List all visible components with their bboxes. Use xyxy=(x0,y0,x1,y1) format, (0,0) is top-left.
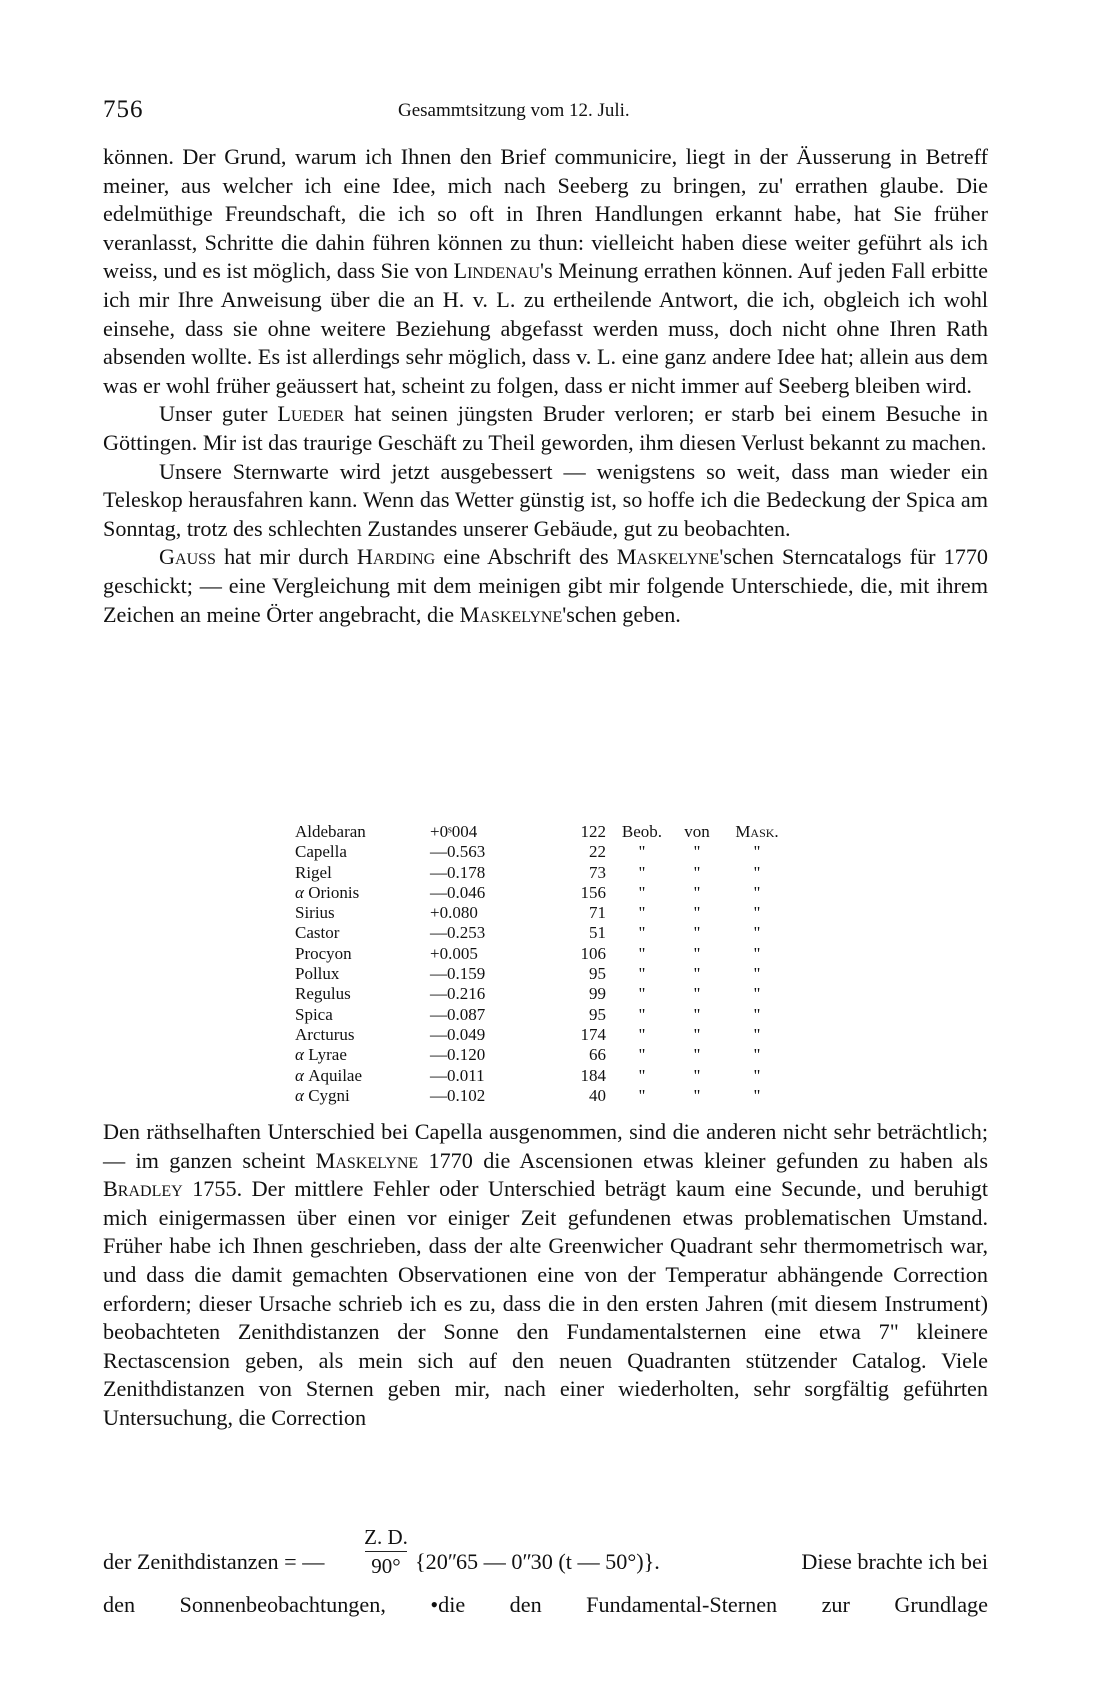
table-row xyxy=(295,863,792,883)
ditto-mark: " xyxy=(638,1045,646,1065)
ditto-mark: " xyxy=(638,1085,646,1105)
text-run: 's Meinung errathen können. Auf jeden Fall erbitte ich mir Ihre Anweisung über die an H. v. L. zu ertheilende Antwort, die ich, obgleich ich wohl einsehe, dass sie ohne weitere Beziehung abgefasst werden muss, doch nicht ohne Ihren Rath absenden wollte. Es ist allerdings sehr möglich, dass v. L. eine ganz andere Idee hat; allein aus dem was er wohl früher geäussert hat, scheint zu folgen, dass er nicht immer auf Seeberg bleiben wird. xyxy=(103,258,988,398)
star-name xyxy=(295,944,430,964)
paragraph xyxy=(103,400,988,457)
greek-prefix: α xyxy=(295,1065,309,1085)
star-name xyxy=(295,1025,430,1045)
table-row xyxy=(295,944,792,964)
star-name-text: Aquilae xyxy=(308,1065,363,1085)
body-text-bottom xyxy=(103,1118,988,1433)
observation-count: 95 xyxy=(589,1004,606,1024)
observation-count: 73 xyxy=(589,862,606,882)
observation-count: 40 xyxy=(589,1085,606,1105)
greek-prefix: α xyxy=(295,1085,309,1105)
observation-count: 71 xyxy=(589,903,606,923)
fraction-denominator: 90° xyxy=(371,1554,401,1578)
observation-count: 51 xyxy=(589,923,606,943)
text-run: 'schen Sterncatalogs für 1770 geschickt; — eine Vergleichung mit dem meinigen gibt mir folgende Unterschiede, die, mit ihrem Zeichen an meine Örter angebracht, die xyxy=(103,544,989,627)
difference-value: —0.087 xyxy=(430,1004,486,1024)
text-run: Unser guter xyxy=(159,401,278,427)
label-mask: Mask. xyxy=(735,822,779,841)
ditto-mark: " xyxy=(753,882,761,902)
difference-value: —0.102 xyxy=(430,1085,486,1105)
text-run: Den räthselhaften Unterschied bei Capella ausgenommen, sind die anderen nicht sehr beträchtlich; — im ganzen scheint xyxy=(103,1119,988,1173)
star-name xyxy=(295,1086,430,1106)
star-name-text: Lyrae xyxy=(308,1045,347,1065)
table-row xyxy=(295,1025,792,1045)
star-name-text: Capella xyxy=(295,842,347,862)
observation-count: 122 xyxy=(580,822,606,841)
difference-value: —0.159 xyxy=(430,964,486,984)
ditto-mark: " xyxy=(753,923,761,943)
ditto-mark: " xyxy=(638,903,646,923)
star-name xyxy=(295,863,430,883)
ditto-mark: " xyxy=(753,903,761,923)
text-run: hat seinen jüngsten Bruder verloren; er starb bei einem Besuche in Göttingen. Mir ist das traurige Geschäft zu Theil geworden, ihm diesen Verlust bekannt zu machen. xyxy=(103,401,988,455)
person-name: Harding xyxy=(356,544,436,570)
star-name-text: Regulus xyxy=(295,984,351,1004)
ditto-mark: " xyxy=(693,1065,701,1085)
paragraph xyxy=(103,543,988,629)
ditto-mark: " xyxy=(753,862,761,882)
ditto-mark: " xyxy=(638,943,646,963)
star-name xyxy=(295,1045,430,1065)
difference-value: —0.178 xyxy=(430,862,486,882)
paragraph xyxy=(103,143,988,400)
text-run: Unsere Sternwarte wird jetzt ausgebessert — wenigstens so weit, dass man wieder ein Teleskop herausfahren kann. Wenn das Wetter günstig ist, so hoffe ich die Bedeckung der Spica am Sonntag, trotz des schlechten Zustandes unserer Gebäude, gut zu beobachten. xyxy=(103,458,988,541)
observation-count: 95 xyxy=(589,964,606,984)
ditto-mark: " xyxy=(638,1024,646,1044)
ditto-mark: " xyxy=(753,984,761,1004)
ditto-mark: " xyxy=(693,1045,701,1065)
star-name-text: Castor xyxy=(295,923,340,943)
person-name: Maskelyne xyxy=(459,601,563,627)
star-name-text: Pollux xyxy=(295,964,340,984)
formula-lead: der Zenithdistanzen = — xyxy=(103,1549,325,1574)
greek-prefix: α xyxy=(295,882,309,902)
difference-value: —0.563 xyxy=(430,842,486,862)
ditto-mark: " xyxy=(753,1065,761,1085)
star-name-text: Aldebaran xyxy=(295,822,366,841)
paragraph xyxy=(103,1118,988,1433)
person-name: Lindenau xyxy=(453,258,540,284)
observation-count: 22 xyxy=(589,842,606,862)
fraction-bar xyxy=(365,1551,407,1552)
ditto-mark: " xyxy=(693,984,701,1004)
text-run: eine Abschrift des xyxy=(435,544,617,570)
table-row xyxy=(295,1005,792,1025)
difference-value: —0.011 xyxy=(430,1065,485,1085)
text-run: hat mir durch xyxy=(215,544,357,570)
ditto-mark: " xyxy=(753,943,761,963)
star-name-text: Procyon xyxy=(295,943,352,963)
ditto-mark: " xyxy=(693,1004,701,1024)
star-name-text: Spica xyxy=(295,1004,333,1024)
ditto-mark: " xyxy=(693,923,701,943)
ditto-mark: " xyxy=(638,923,646,943)
star-name-text: Arcturus xyxy=(295,1024,355,1044)
formula-tail-text: Diese brachte ich bei xyxy=(801,1549,988,1574)
star-name xyxy=(295,903,430,923)
difference-value: +0.005 xyxy=(430,943,478,963)
star-name xyxy=(295,1066,430,1086)
star-name xyxy=(295,964,430,984)
person-name: Bradley xyxy=(103,1176,183,1202)
ditto-mark: " xyxy=(693,1085,701,1105)
difference-value: —0.049 xyxy=(430,1024,486,1044)
ditto-mark: " xyxy=(693,882,701,902)
ditto-mark: " xyxy=(693,903,701,923)
observation-count: 66 xyxy=(589,1045,606,1065)
star-name-text: Sirius xyxy=(295,903,335,923)
star-name xyxy=(295,883,430,903)
ditto-mark: " xyxy=(753,1045,761,1065)
table-row xyxy=(295,903,792,923)
ditto-mark: " xyxy=(693,1024,701,1044)
table-row xyxy=(295,842,792,862)
difference-value: —0.046 xyxy=(430,882,486,902)
greek-prefix: α xyxy=(295,1045,309,1065)
difference-value: —0.216 xyxy=(430,984,486,1004)
body-text-top xyxy=(103,143,988,629)
difference-value: +0.080 xyxy=(430,903,478,923)
text-run: 1770 die Ascensionen etwas kleiner gefunden zu haben als xyxy=(418,1147,988,1173)
paragraph xyxy=(103,458,988,544)
text-run: können. Der Grund, warum ich Ihnen den Brief communicire, liegt in der Äusserung in Betreff meiner, aus welcher ich eine Idee, mich nach Seeberg zu bringen, zu' errathen glaube. Die edelmüthige Freundschaft, die ich so oft in Ihren Handlungen erkannt habe, hat Sie früher veranlasst, Schritte die dahin führen können zu thun: vielleicht haben diese weiter geführt als ich weiss, und es ist möglich, dass Sie von xyxy=(103,144,988,284)
star-name xyxy=(295,923,430,943)
table-row xyxy=(295,923,792,943)
ditto-mark: " xyxy=(753,1004,761,1024)
ditto-mark: " xyxy=(638,862,646,882)
ditto-mark: " xyxy=(753,964,761,984)
star-name xyxy=(295,1005,430,1025)
ditto-mark: " xyxy=(693,842,701,862)
observation-count: 184 xyxy=(580,1065,606,1085)
last-line: den Sonnenbeobachtungen, •die den Fundamental-Sternen zur Grundlage xyxy=(103,1592,988,1617)
ditto-mark: " xyxy=(638,1065,646,1085)
ditto-mark: " xyxy=(753,1024,761,1044)
table-row xyxy=(295,1045,792,1065)
star-name xyxy=(295,842,430,862)
fraction-numerator: Z. D. xyxy=(364,1525,408,1549)
person-name: Maskelyne xyxy=(616,544,720,570)
observation-count: 156 xyxy=(580,882,606,902)
ditto-mark: " xyxy=(693,862,701,882)
running-head: Gesammtsitzung vom 12. Juli. xyxy=(398,100,630,121)
person-name: Maskelyne xyxy=(315,1147,419,1173)
table-row xyxy=(295,984,792,1004)
table-row xyxy=(295,964,792,984)
observation-count: 106 xyxy=(580,943,606,963)
ditto-mark: " xyxy=(693,964,701,984)
ditto-mark: " xyxy=(753,842,761,862)
ditto-mark: " xyxy=(693,943,701,963)
person-name: Lueder xyxy=(277,401,345,427)
formula-expression: {20ʺ65 — 0ʺ30 (t — 50°)}. xyxy=(415,1549,660,1574)
correction-formula xyxy=(103,1525,988,1595)
ditto-mark: " xyxy=(638,984,646,1004)
ditto-mark: " xyxy=(638,842,646,862)
page-header xyxy=(103,96,988,126)
text-run: 1755. Der mittlere Fehler oder Unterschied beträgt kaum eine Secunde, und beruhigt mich einigermassen über einen vor einiger Zeit gefundenen etwas problematischen Umstand. Früher habe ich Ihnen geschrieben, dass der alte Greenwicher Quadrant sehr thermometrisch war, und dass die damit gemachten Observationen eine von der Temperatur abhängende Correction erfordern; dieser Ursache schrieb ich es zu, dass die in den ersten Jahren (mit diesem Instrument) beobachteten Zenithdistanzen der Sonne den Fundamentalsternen eine etwa 7" kleinere Rectascension geben, als mein sich auf den neuen Quadranten stützender Catalog. Viele Zenithdistanzen von Sternen geben mir, nach einer wiederholten, sehr sorgfältig geführten Untersuchung, die Correction xyxy=(103,1176,988,1430)
formula-fraction xyxy=(361,1525,411,1578)
page-number: 756 xyxy=(103,96,144,123)
ditto-mark: " xyxy=(753,1085,761,1105)
ditto-mark: " xyxy=(638,1004,646,1024)
observation-count: 99 xyxy=(589,984,606,1004)
star-name-text: Rigel xyxy=(295,862,332,882)
label-von: von xyxy=(684,822,710,841)
table-row xyxy=(295,1066,792,1086)
ditto-mark: " xyxy=(638,882,646,902)
star-name xyxy=(295,984,430,1004)
table-row xyxy=(295,883,792,903)
table-row xyxy=(295,822,792,842)
star-name xyxy=(295,822,430,842)
table-row xyxy=(295,1086,792,1106)
ditto-mark: " xyxy=(638,964,646,984)
label-beob: Beob. xyxy=(621,822,663,841)
star-difference-table xyxy=(295,822,792,1106)
difference-value: +0ˢ004 xyxy=(430,822,478,841)
person-name: Gauss xyxy=(159,544,216,570)
star-name-text: Orionis xyxy=(308,882,360,902)
star-name-text: Cygni xyxy=(308,1085,350,1105)
difference-value: —0.120 xyxy=(430,1045,486,1065)
text-run: 'schen geben. xyxy=(562,601,681,627)
difference-value: —0.253 xyxy=(430,923,486,943)
observation-count: 174 xyxy=(580,1024,606,1044)
